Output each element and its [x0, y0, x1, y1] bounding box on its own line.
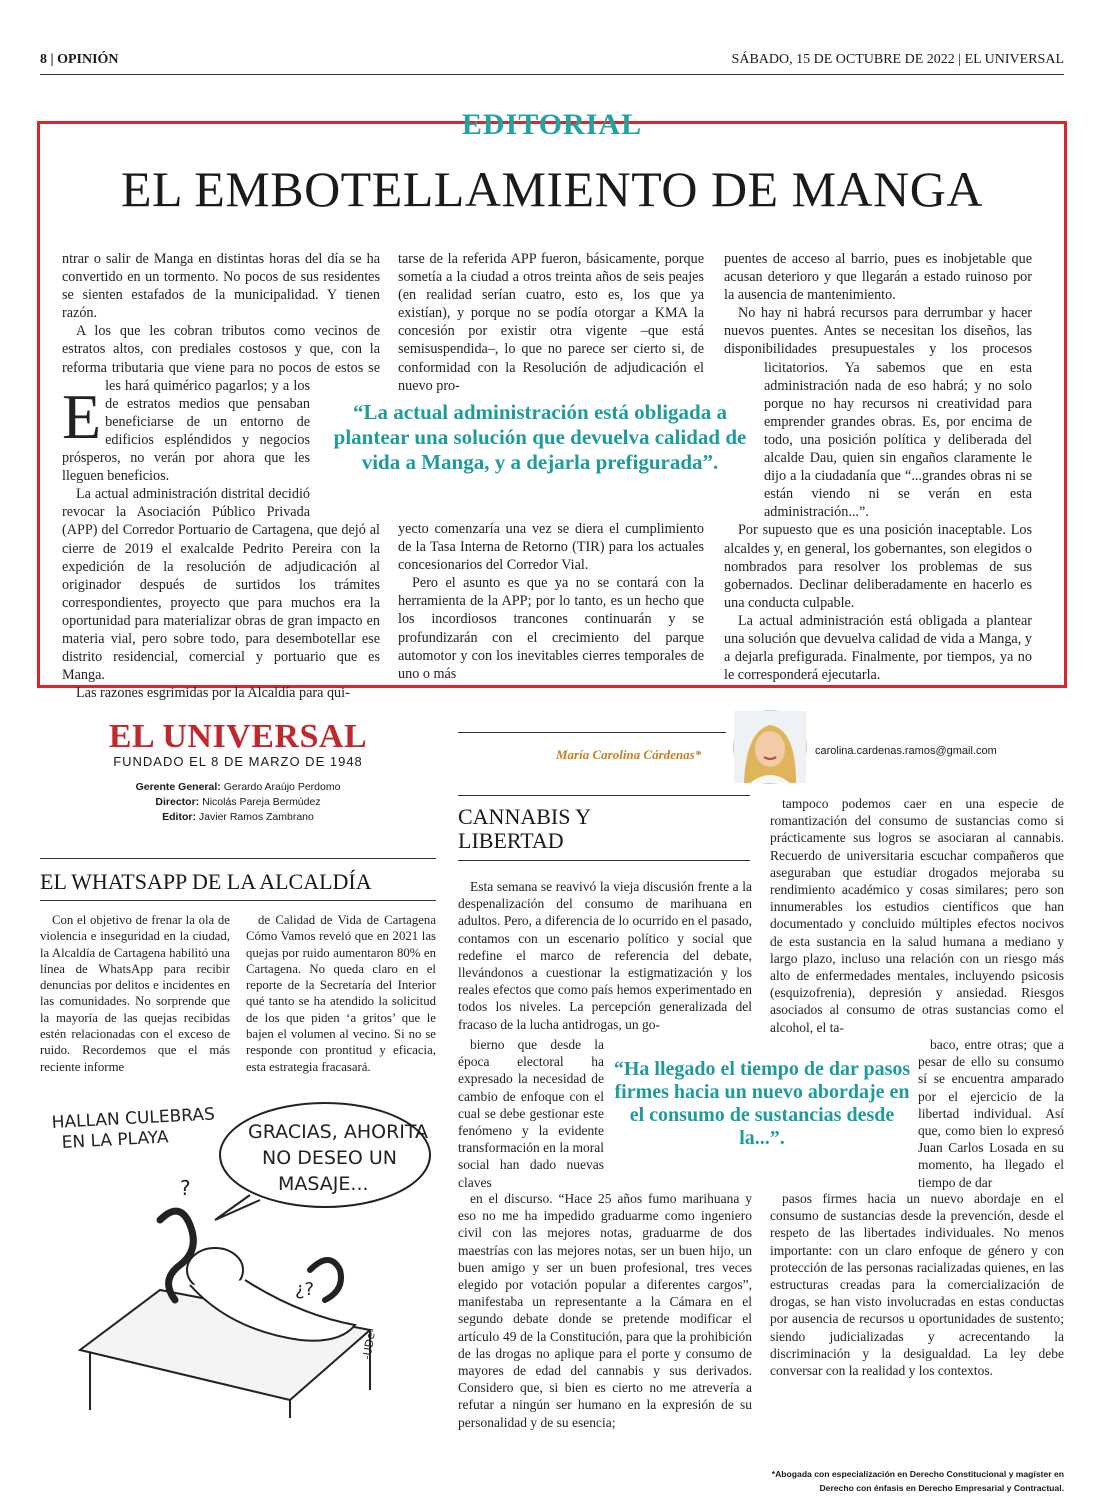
- column-rule: [458, 860, 750, 861]
- date-and-paper: SÁBADO, 15 DE OCTUBRE DE 2022 | EL UNIVERSAL: [731, 52, 1064, 67]
- editorial-column-1: E ntrar o salir de Manga en distintas horas del día se ha convertido en un tormento. No pocos de sus residentes se sienten estafados de la municipalidad. Y tienen razón. A los que les cobran tributos como vecinos de estratos altos, con prediales costosos y que, con la reforma tributaria que viene para no pocos de estos se les hará quimérico pagarlos; y a los de estratos medios que pensaban beneficiarse de un entorno de edificios espléndidos y negocios prósperos, no verán por ahora que les lleguen beneficios. La actual administración distrital decidió revocar la Asociación Público Privada (APP) del Corredor Portuario de Cartagena, que dejó al cierre de 2019 el exalcalde Pedrito Pereira con la expedición de la resolución de adjudicación al originador después de surtidos los trámites correspondientes, proyecto que para muchos era la oportunidad para materializar obras de gran impacto en materia vial, pero sobre todo, para desembotellar ese distrito residencial, comercial y portuario que es Manga. Las razones esgrimidas por la Alcaldía para qui-: [62, 251, 380, 702]
- editorial-column-2-top: tarse de la referida APP fueron, básicamente, porque sometía a la ciudad a otros treinta años de seis peajes (en realidad serían cuatro, esto es, los que ya existían), y porque no se podía otorgar a KMA la concesión por existir otra vigente –que está semisuspendida–, lo que no parece ser cierto si, de conformidad con la Resolución de adjudicación el nuevo pro-: [398, 251, 704, 394]
- masthead-founded: FUNDADO EL 8 DE MARZO DE 1948: [113, 754, 363, 769]
- column-right-bottom: pasos firmes hacia un nuevo abordaje en el consumo de sustancias desde la prevención, desde el respeto de las libertades individuales. No menos importante: con un claro enfoque de género y con protección de las personas racializadas quienes, en las estructuras creadas para la comercialización de drogas, se han visto involucradas en estas conductas por ausencia de recursos u oportunidades de sustento; siendo judicializadas y acrecentando la discriminación y la desigualdad. La ley debe conversar con la realidad y los contextos.: [770, 1191, 1064, 1379]
- column-right-top: tampoco podemos caer en una especie de romantización del consumo de sustancias como si prácticamente sus logros se asociaran al cannabis. Recuerdo de universitaria escuchar compañeros que aseguraban que estudiar drogados mejoraba su rendimiento académico y cosas similares; pero son innumerables los estudios científicos que han documentado y concluido múltiples efectos nocivos de esta sustancia en la salud humana a mediano y largo plazo, incluso una relación con un riesgo más alto de enfermedades mentales, incluyendo psicosis (esquizofrenia), depresión y ansiedad. Riesgos asociados al consumo de otras sustancias como el alcohol, el ta-: [770, 796, 1064, 1035]
- staff-editor: Editor: Javier Ramos Zambrano: [162, 811, 314, 823]
- cartoonist-signature: -UDe-: [360, 1327, 379, 1361]
- whatsapp-title: EL WHATSAPP DE LA ALCALDÍA: [40, 869, 372, 894]
- whatsapp-column-1: Con el objetivo de frenar la ola de violencia e inseguridad en la ciudad, la Alcaldía de Cartagena habilitó una línea de WhatsApp para recibir denuncias por delitos e incidentes en las comunidades. No sorprende que la mayoría de las quejas recibidas estén relacionadas con el exceso de ruido. Recordemos que el más reciente informe: [40, 913, 230, 1074]
- author-avatar: [733, 710, 807, 784]
- svg-text:?: ?: [180, 1176, 191, 1200]
- snake: [310, 1260, 341, 1300]
- editorial-column-3: puentes de acceso al barrio, pues es inobjetable que acusan deterioro y que llegarán a estado ruinoso por la ausencia de mantenimiento. No hay ni habrá recursos para derrumbar y hacer nuevos puentes. Antes se necesitan los diseños, las disponibilidades presupuestales y los procesos licitatorios. Ya sabemos que en esta administración nada de eso habrá; y no solo porque no hay recursos ni creatividad para emprender grandes obras. Es, por encima de todo, una posición política y deliberada del alcalde Dau, quien sin engaños claramente le dijo a la ciudadanía que “...grandes obras ni se están viendo ni se verán en esta administración...”. Por supuesto que es una posición inaceptable. Los alcaldes y, en general, los gobernantes, son elegidos o nombrados para resolver los problemas de sus gobernados. Declinar deliberadamente en hacerlo es una conducta culpable. La actual administración está obligada a plantear una solución que devuelva calidad de vida a Manga, y a dejarla prefigurada. Finalmente, por tiempos, ya no le corresponderá ejecutarla.: [724, 251, 1032, 684]
- header-rule: [40, 74, 1064, 75]
- staff-box: [40, 780, 436, 825]
- column-top-rule: [458, 732, 726, 733]
- section-rule: [40, 900, 436, 901]
- bubble-text-3: MASAJE...: [278, 1173, 369, 1195]
- section-rule: [40, 858, 436, 859]
- editorial-column-2-bottom: yecto comenzaría una vez se diera el cumplimiento de la Tasa Interna de Retorno (TIR) para los actuales concesionarios del Corredor Vial. Pero el asunto es que ya no se contará con la herramienta de la APP; por lo tanto, es un hecho que los incordiosos trancones continuarán y se profundizarán con el crecimiento del parque automotor y con los inevitables cierres temporales de uno o más: [398, 521, 704, 682]
- author-photo: [734, 711, 806, 783]
- column-pull-quote: “Ha llegado el tiempo de dar pasos firmes hacia un nuevo abordaje en el consumo de sustancias desde la...”.: [613, 1058, 911, 1149]
- page-header: [40, 52, 1064, 72]
- svg-text:¿?: ¿?: [295, 1279, 315, 1300]
- snake: [160, 1211, 193, 1300]
- author-footnote: *Abogada con especialización en Derecho Constitucional y magíster en Derecho con énfasis en Derecho Empresarial y Contractual.: [771, 1469, 1064, 1493]
- whatsapp-column-2: de Calidad de Vida de Cartagena Cómo Vamos reveló que en 2021 las quejas por ruido aumentaron 80% en Cartagena. No queda claro en el reporte de la Secretaría del Interior qué tanto se ha atendido la solicitud de los que piden ‘a gritos’ que le bajen el volumen al vecino. Si no se responde con prontitud y eficacia, esta estrategia fracasará.: [246, 913, 436, 1074]
- masthead: [40, 718, 436, 769]
- column-left-bottom: en el discurso. “Hace 25 años fumo marihuana y eso no me ha impedido graduarme como ingeniero civil con las mejores notas, graduarme de dos maestrías con las mejores notas, ser un buen hijo, un buen amigo y ser un buen profesional, tres veces elegido por votación popular a diferentes cargos”, manifestaba un representante a la Cámara en el segundo debate donde se pretende modificar el artículo 49 de la Constitución, para que la prohibición de las drogas no aplique para el porte y consumo de mayores de edad del cannabis y sus derivados. Considero que, si bien es cierto no me atrevería a refutar a ningún ser humano en la expresión de su personalidad y de su esencia;: [458, 1191, 752, 1430]
- column-author: María Carolina Cárdenas*: [556, 747, 702, 762]
- column-left-top: Esta semana se reavivó la vieja discusión frente a la despenalización del consumo de marihuana en adultos. Pero, a diferencia de lo ocurrido en el pasado, contamos con un escenario político y social que redefine el marco de referencia del debate, llevándonos a cuestionar la estigmatización y los reales efectos que como país hemos experimentado en todos los niveles. La percepción generalizada del fracaso de la lucha antidrogas, un go-: [458, 879, 752, 1032]
- bubble-text-2: NO DESEO UN: [262, 1147, 398, 1169]
- cartoon-drawing: [40, 1100, 428, 1420]
- cartoon-caption: HALLAN CULEBRAS: [51, 1104, 216, 1133]
- masthead-name: EL UNIVERSAL: [108, 718, 368, 755]
- editorial-label: EDITORIAL: [461, 108, 643, 141]
- bubble-text-1: GRACIAS, AHORITA: [248, 1121, 428, 1143]
- staff-director: Director: Nicolás Pareja Bermúdez: [155, 796, 321, 808]
- column-title: CANNABIS Y LIBERTAD: [458, 804, 592, 853]
- column-left-narrow: bierno que desde la época electoral ha expresado la necesidad de cambio de enfoque con el cual se debe gestionar este fenómeno y la evidente transformación en la moral social han dado nuevas claves: [458, 1037, 604, 1190]
- column-rule: [458, 795, 750, 796]
- staff-gerente: Gerente General: Gerardo Araújo Perdomo: [135, 781, 341, 793]
- author-email[interactable]: carolina.cardenas.ramos@gmail.com: [815, 745, 997, 757]
- editorial-title: EL EMBOTELLAMIENTO DE MANGA: [120, 161, 983, 217]
- editorial-cartoon: [40, 1100, 428, 1420]
- page-section: 8 | OPINIÓN: [40, 52, 119, 67]
- editorial-pull-quote: “La actual administración está obligada a plantear una solución que devuelva calidad de vida a Manga, y a dejarla prefigurada”.: [330, 398, 750, 477]
- column-right-narrow: baco, entre otras; que a pesar de ello su consumo sí se encuentra amparado por el ejercicio de la libertad individual. Así que, como bien lo expresó Juan Carlos Losada en su momento, ha llegado el tiempo de dar: [918, 1037, 1064, 1190]
- bubble-tail: [215, 1195, 260, 1220]
- cartoon-caption-line-2: EN LA PLAYA: [61, 1127, 169, 1153]
